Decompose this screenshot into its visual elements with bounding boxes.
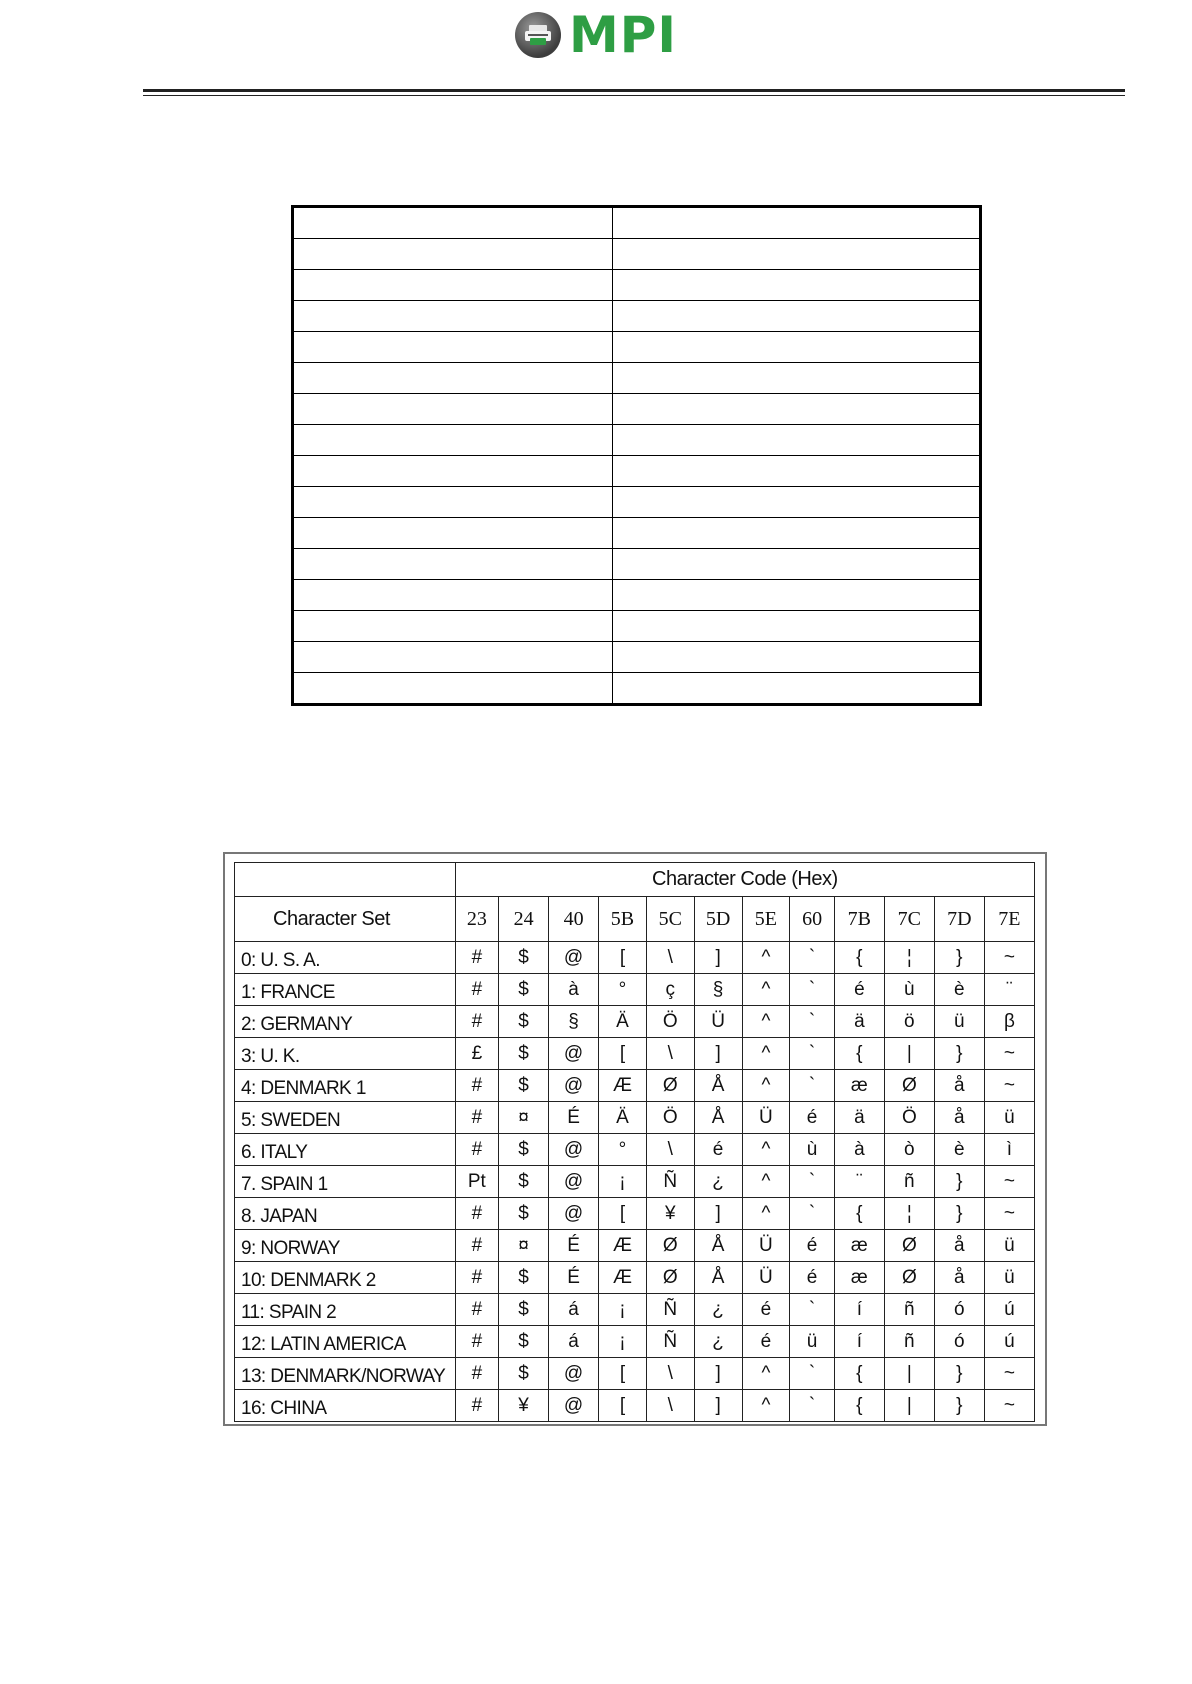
grid-cell <box>613 332 981 363</box>
grid-cell <box>293 487 613 518</box>
charset-char-cell: $ <box>499 1070 549 1102</box>
charset-char-cell: ^ <box>742 1038 790 1070</box>
charset-char-cell: @ <box>549 1070 599 1102</box>
grid-cell <box>613 580 981 611</box>
charset-row <box>235 1262 1035 1294</box>
charset-char-cell: ~ <box>984 1358 1034 1390</box>
hex-column-header: 23 <box>455 897 498 942</box>
grid-cell <box>613 518 981 549</box>
grid-cell <box>293 549 613 580</box>
grid-cell <box>613 611 981 642</box>
charset-char-cell: á <box>549 1326 599 1358</box>
grid-cell <box>613 301 981 332</box>
charset-char-cell: Ü <box>694 1006 742 1038</box>
charset-char-cell: ñ <box>884 1294 934 1326</box>
charset-char-cell: è <box>934 974 984 1006</box>
charset-char-cell: Ä <box>599 1006 647 1038</box>
charset-char-cell: @ <box>549 1134 599 1166</box>
charset-row <box>235 1038 1035 1070</box>
charset-char-cell: } <box>934 942 984 974</box>
charset-char-cell: í <box>834 1326 884 1358</box>
charset-char-cell: { <box>834 1038 884 1070</box>
charset-char-cell: { <box>834 942 884 974</box>
charset-char-cell: ` <box>790 942 835 974</box>
charset-char-cell: { <box>834 1358 884 1390</box>
grid-cell <box>613 487 981 518</box>
grid-row <box>293 425 981 456</box>
charset-char-cell: å <box>934 1102 984 1134</box>
logo-text: MPI <box>569 6 678 64</box>
charset-char-cell: ~ <box>984 1166 1034 1198</box>
header-rule-thin <box>143 95 1125 96</box>
grid-cell <box>613 549 981 580</box>
charset-char-cell: $ <box>499 1166 549 1198</box>
charset-char-cell: ~ <box>984 1038 1034 1070</box>
charset-name: 1: FRANCE <box>235 974 456 1006</box>
charset-char-cell: Ü <box>742 1262 790 1294</box>
charset-name: 16: CHINA <box>235 1390 456 1422</box>
hex-column-header: 5E <box>742 897 790 942</box>
charset-char-cell: } <box>934 1198 984 1230</box>
charset-char-cell: ] <box>694 1198 742 1230</box>
charset-row <box>235 974 1035 1006</box>
charset-char-cell: ] <box>694 1038 742 1070</box>
mpi-logo <box>515 6 678 64</box>
character-set-header: Character Set <box>235 897 456 942</box>
charset-table <box>234 862 1035 1422</box>
grid-cell <box>293 332 613 363</box>
grid-cell <box>613 363 981 394</box>
charset-char-cell: Å <box>694 1262 742 1294</box>
charset-char-cell: # <box>455 1294 498 1326</box>
charset-char-cell: ¤ <box>499 1102 549 1134</box>
grid-row <box>293 611 981 642</box>
charset-char-cell: Æ <box>599 1070 647 1102</box>
charset-char-cell: ü <box>790 1326 835 1358</box>
charset-char-cell: ù <box>790 1134 835 1166</box>
charset-char-cell: ` <box>790 974 835 1006</box>
charset-char-cell: [ <box>599 1038 647 1070</box>
charset-char-cell: ü <box>984 1230 1034 1262</box>
charset-char-cell: @ <box>549 942 599 974</box>
grid-row <box>293 332 981 363</box>
charset-char-cell: \ <box>646 1038 694 1070</box>
charset-name: 7. SPAIN 1 <box>235 1166 456 1198</box>
charset-char-cell: # <box>455 1326 498 1358</box>
charset-char-cell: ` <box>790 1358 835 1390</box>
charset-row <box>235 1294 1035 1326</box>
charset-char-cell: ` <box>790 1070 835 1102</box>
hex-column-header: 7D <box>934 897 984 942</box>
grid-cell <box>613 270 981 301</box>
charset-char-cell: ^ <box>742 1198 790 1230</box>
charset-char-cell: } <box>934 1390 984 1422</box>
grid-cell <box>293 425 613 456</box>
charset-char-cell: ü <box>984 1102 1034 1134</box>
charset-char-cell: $ <box>499 1038 549 1070</box>
charset-char-cell: é <box>742 1326 790 1358</box>
hex-column-header: 7E <box>984 897 1034 942</box>
charset-char-cell: Å <box>694 1230 742 1262</box>
charset-char-cell: ü <box>934 1006 984 1038</box>
charset-char-cell: ú <box>984 1326 1034 1358</box>
charset-char-cell: ^ <box>742 942 790 974</box>
charset-table-frame <box>223 852 1047 1426</box>
charset-char-cell: ] <box>694 1358 742 1390</box>
charset-char-cell: # <box>455 1230 498 1262</box>
grid-row <box>293 673 981 705</box>
charset-name: 11: SPAIN 2 <box>235 1294 456 1326</box>
charset-char-cell: $ <box>499 1006 549 1038</box>
charset-char-cell: ¨ <box>834 1166 884 1198</box>
charset-char-cell: ó <box>934 1326 984 1358</box>
charset-char-cell: ¿ <box>694 1166 742 1198</box>
charset-char-cell: é <box>790 1102 835 1134</box>
charset-char-cell: Å <box>694 1070 742 1102</box>
charset-char-cell: ö <box>884 1006 934 1038</box>
charset-char-cell: Æ <box>599 1230 647 1262</box>
charset-char-cell: é <box>834 974 884 1006</box>
charset-char-cell: è <box>934 1134 984 1166</box>
charset-char-cell: ü <box>984 1262 1034 1294</box>
charset-char-cell: | <box>884 1038 934 1070</box>
charset-char-cell: $ <box>499 1358 549 1390</box>
charset-char-cell: ` <box>790 1166 835 1198</box>
charset-char-cell: Ø <box>884 1230 934 1262</box>
charset-char-cell: Ñ <box>646 1294 694 1326</box>
charset-name: 9: NORWAY <box>235 1230 456 1262</box>
charset-char-cell: ñ <box>884 1166 934 1198</box>
charset-char-cell: ¡ <box>599 1166 647 1198</box>
grid-cell <box>293 207 613 239</box>
charset-name: 10: DENMARK 2 <box>235 1262 456 1294</box>
charset-char-cell: ° <box>599 1134 647 1166</box>
charset-char-cell: Ö <box>884 1102 934 1134</box>
charset-char-cell: [ <box>599 942 647 974</box>
hex-column-header: 7C <box>884 897 934 942</box>
charset-char-cell: Ö <box>646 1102 694 1134</box>
charset-char-cell: å <box>934 1262 984 1294</box>
charset-char-cell: § <box>694 974 742 1006</box>
grid-row <box>293 394 981 425</box>
charset-char-cell: ¿ <box>694 1294 742 1326</box>
charset-char-cell: ò <box>884 1134 934 1166</box>
hex-column-header: 24 <box>499 897 549 942</box>
grid-row <box>293 580 981 611</box>
charset-char-cell: ¿ <box>694 1326 742 1358</box>
charset-char-cell: £ <box>455 1038 498 1070</box>
charset-char-cell: Å <box>694 1102 742 1134</box>
charset-char-cell: é <box>694 1134 742 1166</box>
grid-cell <box>293 456 613 487</box>
charset-char-cell: ¡ <box>599 1294 647 1326</box>
grid-cell <box>293 611 613 642</box>
grid-cell <box>613 673 981 705</box>
printer-icon <box>515 12 561 58</box>
charset-char-cell: Ü <box>742 1230 790 1262</box>
charset-char-cell: # <box>455 1102 498 1134</box>
charset-char-cell: ^ <box>742 974 790 1006</box>
charset-char-cell: ` <box>790 1198 835 1230</box>
grid-cell <box>293 394 613 425</box>
empty-grid-table <box>291 205 982 706</box>
grid-cell <box>613 456 981 487</box>
charset-row <box>235 1390 1035 1422</box>
charset-name: 13: DENMARK/NORWAY <box>235 1358 456 1390</box>
charset-char-cell: Ø <box>646 1262 694 1294</box>
charset-row <box>235 1230 1035 1262</box>
charset-char-cell: ~ <box>984 1198 1034 1230</box>
grid-cell <box>293 518 613 549</box>
charset-char-cell: @ <box>549 1198 599 1230</box>
charset-row <box>235 1326 1035 1358</box>
charset-name: 8. JAPAN <box>235 1198 456 1230</box>
charset-name: 2: GERMANY <box>235 1006 456 1038</box>
charset-char-cell: @ <box>549 1358 599 1390</box>
grid-cell <box>613 425 981 456</box>
grid-row <box>293 239 981 270</box>
charset-char-cell: ] <box>694 942 742 974</box>
charset-row <box>235 1198 1035 1230</box>
charset-char-cell: § <box>549 1006 599 1038</box>
charset-table-title: Character Code (Hex) <box>455 863 1034 897</box>
charset-char-cell: \ <box>646 1134 694 1166</box>
charset-char-cell: | <box>884 1390 934 1422</box>
charset-char-cell: $ <box>499 974 549 1006</box>
grid-cell <box>293 673 613 705</box>
grid-row <box>293 456 981 487</box>
charset-char-cell: ° <box>599 974 647 1006</box>
hex-column-header: 7B <box>834 897 884 942</box>
charset-name: 0: U. S. A. <box>235 942 456 974</box>
charset-char-cell: ` <box>790 1038 835 1070</box>
charset-char-cell: ` <box>790 1390 835 1422</box>
charset-char-cell: # <box>455 1134 498 1166</box>
charset-char-cell: \ <box>646 942 694 974</box>
charset-char-cell: Ø <box>884 1262 934 1294</box>
charset-char-cell: é <box>742 1294 790 1326</box>
charset-char-cell: ~ <box>984 942 1034 974</box>
charset-char-cell: á <box>549 1294 599 1326</box>
charset-char-cell: \ <box>646 1390 694 1422</box>
charset-char-cell: É <box>549 1102 599 1134</box>
grid-row <box>293 518 981 549</box>
charset-char-cell: Ä <box>599 1102 647 1134</box>
hex-column-header: 60 <box>790 897 835 942</box>
charset-name: 4: DENMARK 1 <box>235 1070 456 1102</box>
charset-char-cell: # <box>455 1006 498 1038</box>
charset-row <box>235 1134 1035 1166</box>
grid-cell <box>293 270 613 301</box>
charset-name: 6. ITALY <box>235 1134 456 1166</box>
charset-char-cell: æ <box>834 1230 884 1262</box>
charset-char-cell: | <box>884 1358 934 1390</box>
charset-char-cell: ñ <box>884 1326 934 1358</box>
charset-char-cell: é <box>790 1262 835 1294</box>
charset-char-cell: ¦ <box>884 1198 934 1230</box>
grid-cell <box>293 363 613 394</box>
grid-row <box>293 549 981 580</box>
charset-char-cell: ¡ <box>599 1326 647 1358</box>
charset-row <box>235 1358 1035 1390</box>
charset-char-cell: ^ <box>742 1070 790 1102</box>
charset-char-cell: { <box>834 1198 884 1230</box>
charset-char-cell: # <box>455 1358 498 1390</box>
charset-char-cell: # <box>455 1070 498 1102</box>
charset-char-cell: @ <box>549 1038 599 1070</box>
charset-char-cell: ä <box>834 1102 884 1134</box>
grid-cell <box>613 239 981 270</box>
charset-char-cell: Æ <box>599 1262 647 1294</box>
charset-char-cell: ó <box>934 1294 984 1326</box>
charset-char-cell: Ü <box>742 1102 790 1134</box>
charset-name: 12: LATIN AMERICA <box>235 1326 456 1358</box>
charset-char-cell: é <box>790 1230 835 1262</box>
charset-name: 5: SWEDEN <box>235 1102 456 1134</box>
charset-char-cell: ¤ <box>499 1230 549 1262</box>
charset-char-cell: ^ <box>742 1358 790 1390</box>
charset-char-cell: Ñ <box>646 1326 694 1358</box>
charset-char-cell: } <box>934 1358 984 1390</box>
charset-char-cell: í <box>834 1294 884 1326</box>
grid-cell <box>293 642 613 673</box>
charset-char-cell: $ <box>499 1326 549 1358</box>
charset-char-cell: # <box>455 942 498 974</box>
charset-char-cell: ä <box>834 1006 884 1038</box>
charset-char-cell: ^ <box>742 1006 790 1038</box>
charset-char-cell: Ø <box>646 1070 694 1102</box>
charset-char-cell: # <box>455 1262 498 1294</box>
grid-cell <box>613 207 981 239</box>
charset-char-cell: å <box>934 1230 984 1262</box>
charset-char-cell: [ <box>599 1390 647 1422</box>
charset-char-cell: ù <box>884 974 934 1006</box>
charset-char-cell: ] <box>694 1390 742 1422</box>
charset-char-cell: Pt <box>455 1166 498 1198</box>
charset-char-cell: à <box>549 974 599 1006</box>
charset-char-cell: $ <box>499 1134 549 1166</box>
charset-char-cell: } <box>934 1038 984 1070</box>
charset-char-cell: É <box>549 1230 599 1262</box>
charset-char-cell: } <box>934 1166 984 1198</box>
charset-char-cell: $ <box>499 1262 549 1294</box>
charset-row <box>235 1102 1035 1134</box>
charset-char-cell: Ñ <box>646 1166 694 1198</box>
charset-char-cell: $ <box>499 1294 549 1326</box>
charset-char-cell: ~ <box>984 1070 1034 1102</box>
charset-row <box>235 1006 1035 1038</box>
charset-char-cell: ¥ <box>646 1198 694 1230</box>
charset-row <box>235 1166 1035 1198</box>
hex-column-header: 5B <box>599 897 647 942</box>
charset-char-cell: ¨ <box>984 974 1034 1006</box>
charset-char-cell: # <box>455 1390 498 1422</box>
charset-char-cell: ^ <box>742 1166 790 1198</box>
charset-char-cell: { <box>834 1390 884 1422</box>
charset-char-cell: ` <box>790 1006 835 1038</box>
charset-char-cell: Ö <box>646 1006 694 1038</box>
grid-row <box>293 642 981 673</box>
charset-char-cell: Ø <box>646 1230 694 1262</box>
charset-char-cell: Ø <box>884 1070 934 1102</box>
charset-char-cell: $ <box>499 942 549 974</box>
charset-char-cell: ¥ <box>499 1390 549 1422</box>
charset-char-cell: # <box>455 1198 498 1230</box>
charset-char-cell: [ <box>599 1358 647 1390</box>
grid-cell <box>613 394 981 425</box>
charset-char-cell: æ <box>834 1262 884 1294</box>
grid-row <box>293 270 981 301</box>
charset-char-cell: ç <box>646 974 694 1006</box>
charset-char-cell: ~ <box>984 1390 1034 1422</box>
charset-char-cell: β <box>984 1006 1034 1038</box>
charset-char-cell: $ <box>499 1198 549 1230</box>
grid-row <box>293 487 981 518</box>
grid-row <box>293 301 981 332</box>
charset-name: 3: U. K. <box>235 1038 456 1070</box>
charset-char-cell: [ <box>599 1198 647 1230</box>
grid-cell <box>613 642 981 673</box>
charset-char-cell: É <box>549 1262 599 1294</box>
charset-char-cell: ì <box>984 1134 1034 1166</box>
grid-cell <box>293 580 613 611</box>
hex-column-header: 40 <box>549 897 599 942</box>
charset-char-cell: \ <box>646 1358 694 1390</box>
charset-row <box>235 1070 1035 1102</box>
charset-char-cell: ^ <box>742 1134 790 1166</box>
hex-column-header: 5D <box>694 897 742 942</box>
charset-char-cell: à <box>834 1134 884 1166</box>
charset-row <box>235 942 1035 974</box>
charset-char-cell: å <box>934 1070 984 1102</box>
charset-char-cell: ú <box>984 1294 1034 1326</box>
charset-char-cell: # <box>455 974 498 1006</box>
charset-char-cell: ` <box>790 1294 835 1326</box>
charset-char-cell: ^ <box>742 1390 790 1422</box>
grid-cell <box>293 301 613 332</box>
grid-cell <box>293 239 613 270</box>
header-rule <box>143 89 1125 92</box>
charset-char-cell: ¦ <box>884 942 934 974</box>
charset-char-cell: æ <box>834 1070 884 1102</box>
charset-char-cell: @ <box>549 1166 599 1198</box>
hex-column-header: 5C <box>646 897 694 942</box>
charset-char-cell: @ <box>549 1390 599 1422</box>
grid-row <box>293 207 981 239</box>
grid-row <box>293 363 981 394</box>
